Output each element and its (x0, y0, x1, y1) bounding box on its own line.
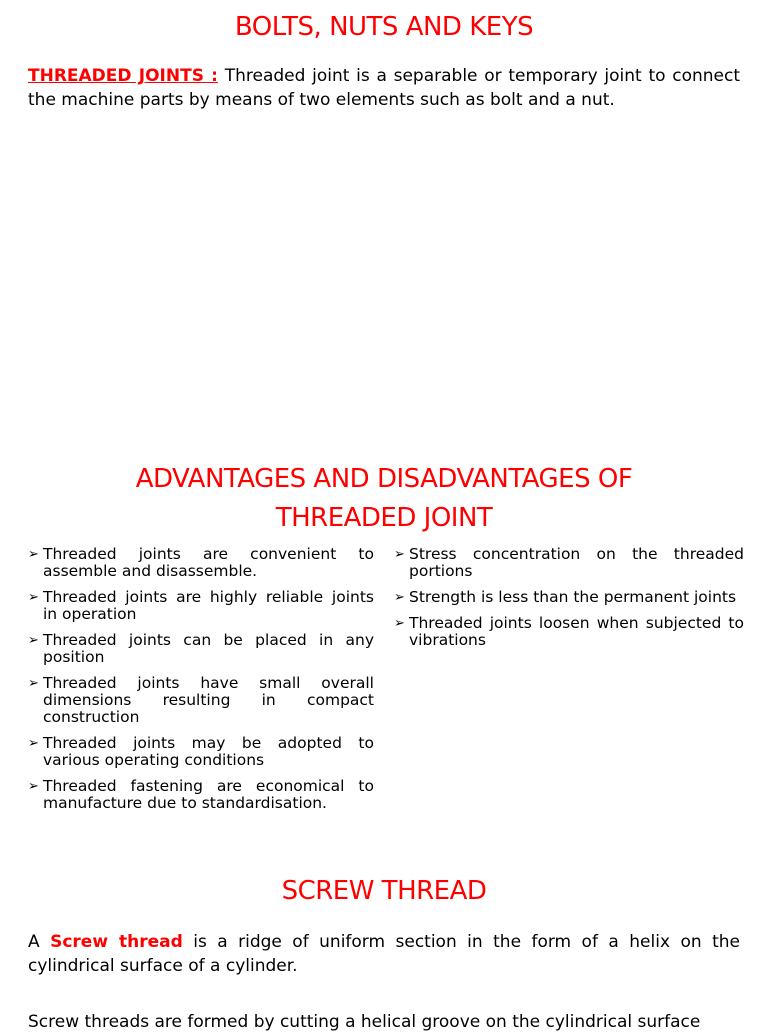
list-item: ➢ Stress concentration on the threaded portions (394, 545, 744, 580)
threaded-joints-term: THREADED JOINTS : (28, 66, 218, 86)
advantages-heading-line2: THREADED JOINT (275, 503, 493, 533)
arrow-bullet-icon: ➢ (28, 736, 39, 751)
arrow-bullet-icon: ➢ (28, 547, 39, 562)
intro-paragraph (28, 64, 740, 112)
screw-thread-definition: A Screw thread is a ridge of uniform section in the form of a helix on the cylindrical surface of a cylinder. (28, 932, 740, 976)
list-item: ➢ Strength is less than the permanent joints (394, 588, 737, 606)
list-item: ➢ Threaded fastening are economical to manufacture due to standardisation. (28, 777, 374, 812)
list-item: ➢ Threaded joints have small overall dimensions resulting in compact construction (28, 674, 374, 726)
arrow-bullet-icon: ➢ (394, 616, 405, 631)
screw-thread-heading: SCREW THREAD (281, 876, 487, 906)
advantages-heading (0, 460, 768, 538)
list-item: ➢ Threaded joints may be adopted to various operating conditions (28, 734, 374, 769)
list-item: ➢ Threaded joints are highly reliable joints in operation (28, 588, 374, 623)
arrow-bullet-icon: ➢ (28, 590, 39, 605)
screw-thread-term: Screw thread (50, 932, 183, 952)
arrow-bullet-icon: ➢ (28, 633, 39, 648)
arrow-bullet-icon: ➢ (394, 590, 405, 605)
disadvantages-list (394, 546, 744, 658)
page-title: BOLTS, NUTS AND KEYS (234, 12, 534, 42)
cut-off-paragraph: Screw threads are formed by cutting a helical groove on the cylindrical surface (28, 1012, 701, 1032)
arrow-bullet-icon: ➢ (28, 676, 39, 691)
intro-text: Threaded joint is a separable or temporary joint to connect the machine parts by means of two elements such as bolt and a nut. (28, 66, 741, 110)
advantages-heading-line1: ADVANTAGES AND DISADVANTAGES OF (135, 464, 633, 494)
list-item: ➢ Threaded joints are convenient to assemble and disassemble. (28, 545, 374, 580)
list-item: ➢ Threaded joints can be placed in any position (28, 631, 374, 666)
arrow-bullet-icon: ➢ (394, 547, 405, 562)
arrow-bullet-icon: ➢ (28, 779, 39, 794)
list-item: ➢ Threaded joints loosen when subjected to vibrations (394, 614, 744, 649)
advantages-list (28, 546, 374, 821)
